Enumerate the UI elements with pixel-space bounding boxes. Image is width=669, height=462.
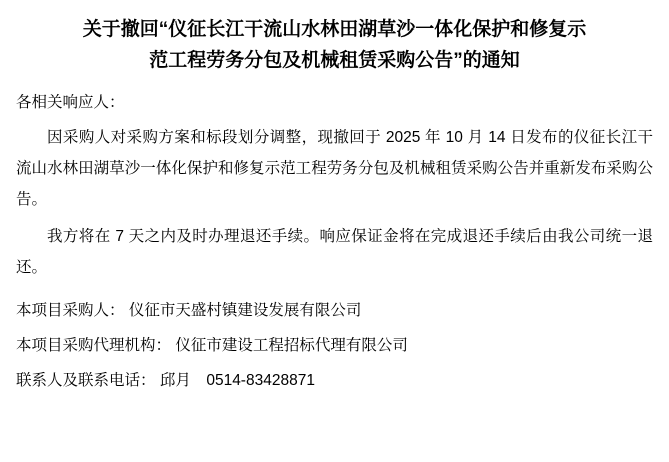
field-purchaser bbox=[16, 295, 653, 326]
field-agency-label: 本项目采购代理机构： bbox=[16, 337, 172, 354]
title-line-2: 范工程劳务分包及机械租赁采购公告”的通知 bbox=[149, 50, 520, 71]
title-line-1: 关于撤回“仪征长江干流山水林田湖草沙一体化保护和修复示 bbox=[82, 19, 587, 40]
field-purchaser-value: 仪征市天盛村镇建设发展有限公司 bbox=[128, 302, 362, 319]
field-agency bbox=[16, 330, 653, 361]
field-agency-value: 仪征市建设工程招标代理有限公司 bbox=[175, 337, 408, 354]
body-paragraph-2: 我方将在 7 天之内及时办理退还手续。响应保证金将在完成退还手续后由我公司统一退还。 bbox=[16, 228, 653, 276]
field-purchaser-label: 本项目采购人： bbox=[16, 302, 125, 319]
page-title bbox=[16, 14, 653, 76]
field-contact bbox=[16, 365, 653, 396]
field-contact-label: 联系人及联系电话： bbox=[16, 372, 156, 389]
field-contact-value: 邱月 0514-83428871 bbox=[159, 372, 315, 389]
body-paragraph-1: 因采购人对采购方案和标段划分调整，现撤回于 2025 年 10 月 14 日发布的仪征长江干流山水林田湖草沙一体化保护和修复示范工程劳务分包及机械租赁采购公告并重新发布采购公告。 bbox=[16, 129, 653, 208]
salutation: 各相关响应人： bbox=[16, 94, 125, 111]
